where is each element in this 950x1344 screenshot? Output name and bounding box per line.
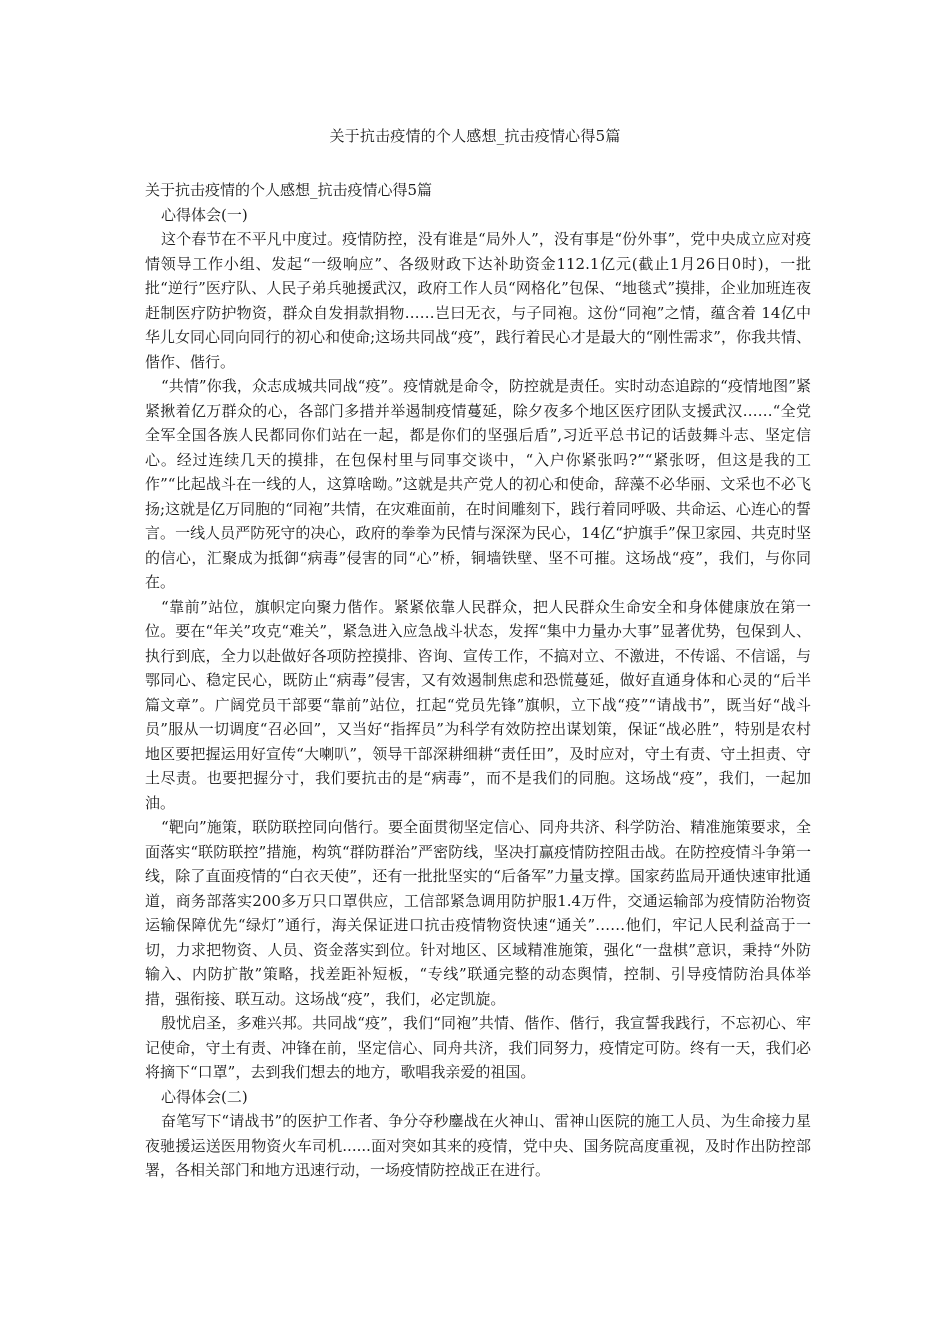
section-label-1: 心得体会(一) [161,205,248,224]
document-title: 关于抗击疫情的个人感想_抗击疫情心得5篇 [329,127,621,145]
paragraph: “靠前”站位，旗帜定向聚力偕作。紧紧依靠人民群众，把人民群众生命安全和身体健康放在第一位。要在“年关”攻克“难关”，紧急进入应急战斗状态，发挥“集中力量办大事”显著优势，包保到人、执行到底，全力以赴做好各项防控摸排、咨询、宣传工作，不搞对立、不激进，不传谣、不信谣，与鄂同心、稳定民心，既防止“病毒”侵害，又有效遏制焦虑和恐慌蔓延，做好直通身体和心灵的“后半篇文章”。广阔党员干部要“靠前”站位，扛起“党员先锋”旗帜，立下战“疫”“请战书”，既当好“战斗员”服从一切调度“召必回”，又当好“指挥员”为科学有效防控出谋划策，保证“战必胜”，特别是农村地区要把握运用好宣传“大喇叭”，领导干部深耕细耕“责任田”，及时应对，守土有责、守土担责、守土尽责。也要把握分寸，我们要抗击的是“病毒”，而不是我们的同胞。这场战“疫”，我们，一起加油。 [145,597,811,812]
article-heading: 关于抗击疫情的个人感想_抗击疫情心得5篇 [145,181,433,199]
paragraph: “靶向”施策，联防联控同向偕行。要全面贯彻坚定信心、同舟共济、科学防治、精准施策要求，全面落实“联防联控”措施，构筑“群防群治”严密防线，坚决打赢疫情防控阻击战。在防控疫情斗争第一线，除了直面疫情的“白衣天使”，还有一批批坚实的“后备军”力量支撑。国家药监局开通快速审批通道，商务部落实200多万只口罩供应，工信部紧急调用防护服1.4万件，交通运输部为疫情防治物资运输保障优先“绿灯”通行，海关保证进口抗击疫情物资快速“通关”……他们，牢记人民利益高于一切，力求把物资、人员、资金落实到位。针对地区、区域精准施策，强化“一盘棋”意识，秉持“外防输入、内防扩散”策略，找差距补短板，“专线”联通完整的动态舆情，控制、引导疫情防治具体举措，强衔接、联互动。这场战“疫”，我们，必定凯旋。 [145,818,811,1008]
paragraph: 殷忧启圣，多难兴邦。共同战“疫”，我们“同袍”共情、偕作、偕行，我宣誓我践行，不忘初心、牢记使命，守土有责、冲锋在前，坚定信心、同舟共济，我们同努力，疫情定可防。终有一天，我们必将摘下“口罩”，去到我们想去的地方，歌唱我亲爱的祖国。 [145,1014,811,1081]
paragraph: 奋笔写下“请战书”的医护工作者、争分夺秒鏖战在火神山、雷神山医院的施工人员、为生命接力星夜驰援运送医用物资火车司机......面对突如其来的疫情，党中央、国务院高度重视，及时作出防控部署，各相关部门和地方迅速行动，一场疫情防控战正在进行。 [145,1112,811,1179]
paragraph: “共情”你我，众志成城共同战“疫”。疫情就是命令，防控就是责任。实时动态追踪的“疫情地图”紧紧揪着亿万群众的心，各部门多措并举遏制疫情蔓延，除夕夜多个地区医疗团队支援武汉……“全党全军全国各族人民都同你们站在一起，都是你们的坚强后盾”,习近平总书记的话鼓舞斗志、坚定信心。经过连续几天的摸排，在包保村里与同事交谈中，“入户你紧张吗?”“紧张呀，但这是我的工作”“比起战斗在一线的人，这算啥呦。”这就是共产党人的初心和使命，辞藻不必华丽、文采也不必飞扬;这就是亿万同胞的“同袍”共情，在灾难面前，在时间雕刻下，践行着同呼吸、共命运、心连心的誓言。一线人员严防死守的决心，政府的拳拳为民情与深深为民心，14亿“护旗手”保卫家园、共克时坚的信心，汇聚成为抵御“病毒”侵害的同“心”桥，铜墙铁壁、坚不可摧。这场战“疫”，我们，与你同在。 [145,377,811,591]
paragraph: 这个春节在不平凡中度过。疫情防控，没有谁是“局外人”，没有事是“份外事”，党中央成立应对疫情领导工作小组、发起“一级响应”、各级财政下达补助资金112.1亿元(截止1月26日0时)，一批批“逆行”医疗队、人民子弟兵驰援武汉，政府工作人员“网格化”包保、“地毯式”摸排，企业加班连夜赶制医疗防护物资，群众自发捐款捐物……岂曰无衣，与子同袍。这份“同袍”之情，蕴含着 14亿中华儿女同心同向同行的初心和使命;这场共同战“疫”，践行着民心才是最大的“刚性需求”，你我共情、偕作、偕行。 [145,230,811,371]
section-label-2: 心得体会(二) [161,1087,248,1106]
document-body [145,178,811,1183]
